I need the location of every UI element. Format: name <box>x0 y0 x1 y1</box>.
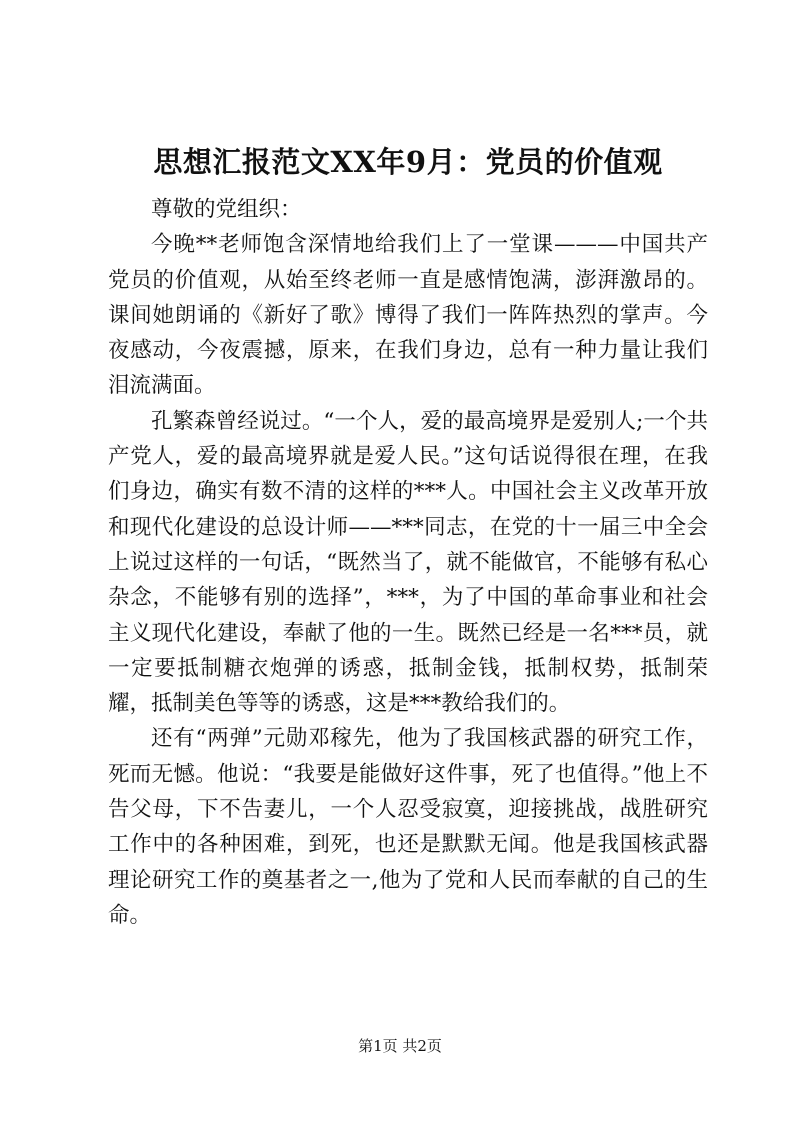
document-body <box>108 192 708 933</box>
salutation: 尊敬的党组织： <box>151 197 302 222</box>
paragraph-1: 今晚**老师饱含深情地给我们上了一堂课———中国共产党员的价值观，从始至终老师一直是感情饱满，澎湃激昂的。课间她朗诵的《新好了歌》博得了我们一阵阵热烈的掌声。今夜感动，今夜震撼，原来，在我们身边，总有一种力量让我们泪流满面。 <box>108 232 708 399</box>
page-number-footer: 第1页 共2页 <box>358 1037 442 1055</box>
paragraph-2: 孔繁森曾经说过。“一个人，爱的最高境界是爱别人;一个共产党人，爱的最高境界就是爱人民。”这句话说得很在理，在我们身边，确实有数不清的这样的***人。中国社会主义改革开放和现代化建设的总设计师——***同志，在党的十一届三中全会上说过这样的一句话，“既然当了，就不能做官，不能够有私心杂念，不能够有别的选择”，***，为了中国的革命事业和社会主义现代化建设，奉献了他的一生。既然已经是一名***员，就一定要抵制糖衣炮弹的诱惑，抵制金钱，抵制权势，抵制荣耀，抵制美色等等的诱惑，这是***教给我们的。 <box>108 408 708 717</box>
paragraph-3: 还有“两弹”元勋邓稼先，他为了我国核武器的研究工作，死而无憾。他说：“我要是能做好这件事，死了也值得。”他上不告父母，下不告妻儿，一个人忍受寂寞，迎接挑战，战胜研究工作中的各种困难，到死，也还是默默无闻。他是我国核武器理论研究工作的奠基者之一,他为了党和人民而奉献的自己的生命。 <box>108 726 708 928</box>
document-title: 思想汇报范文XX年9月：党员的价值观 <box>153 145 663 179</box>
